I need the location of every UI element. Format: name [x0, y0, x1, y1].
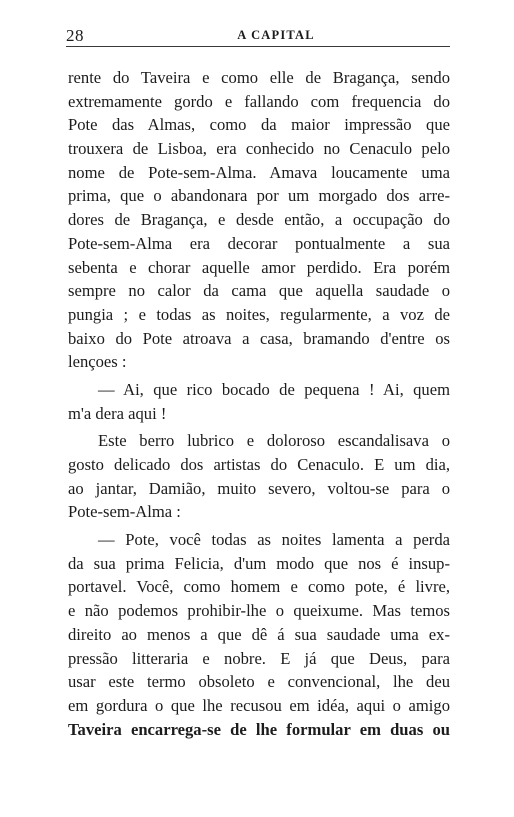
text-line: m'a dera aqui ! — [68, 403, 167, 423]
text-line: pressão litteraria e nobre. E já que Deus, para — [68, 648, 450, 668]
body-text — [68, 66, 450, 741]
text-line: direito ao menos a que dê á sua saudade uma ex- — [68, 624, 450, 644]
text-line: — Pote, você todas as noites lamenta a perda — [98, 530, 450, 550]
page-number: 28 — [66, 26, 84, 45]
text-line: rente do Taveira e como elle de Bragança, sendo — [68, 68, 450, 87]
text-line: trouxera de Lisboa, era conhecido no Cenaculo pelo — [68, 139, 450, 159]
page-header — [66, 24, 450, 47]
text-line: prima, que o abandonara por um morgado dos arre- — [68, 186, 450, 206]
text-line: dores de Bragança, e desde então, a occupação do — [68, 210, 450, 230]
text-line: sebenta e chorar aquelle amor perdido. Era porém — [68, 257, 450, 277]
text-line: extremamente gordo e fallando com frequencia do — [68, 91, 450, 111]
text-line: pungia ; e todas as noites, regularmente, a voz de — [68, 304, 450, 324]
text-line: — Ai, que rico bocado de pequena ! Ai, quem — [98, 379, 450, 399]
text-line: portavel. Você, como homem e como pote, é livre, — [68, 577, 450, 597]
text-line: nome de Pote-sem-Alma. Amava loucamente uma — [68, 162, 450, 182]
text-line: e não podemos prohibir-lhe o queixume. Mas temos — [68, 601, 450, 621]
text-line: da sua prima Felicia, d'um modo que nos é insup- — [68, 553, 450, 573]
text-line: gosto delicado dos artistas do Cenaculo. E um dia, — [68, 455, 450, 474]
text-line: Pote-sem-Alma era decorar pontualmente a sua — [68, 233, 450, 253]
text-line: lençoes : — [68, 352, 127, 372]
text-line: ao jantar, Damião, muito severo, voltou-se para o — [68, 478, 450, 498]
text-line: Este berro lubrico e doloroso escandalisava o — [98, 431, 450, 451]
text-line: baixo do Pote atroava a casa, bramando d'entre os — [68, 328, 450, 348]
text-line: Pote-sem-Alma : — [68, 502, 181, 522]
text-line: Pote das Almas, como da maior impressão que — [68, 115, 450, 135]
text-line: sempre no calor da cama que aquella saudade o — [68, 281, 450, 301]
text-line: usar este termo obsoleto e convencional, lhe deu — [68, 672, 450, 692]
running-title: A CAPITAL — [237, 28, 315, 42]
text-line: Taveira encarrega-se de lhe formular em duas ou — [68, 719, 450, 739]
text-line: em gordura o que lhe recusou em idéa, aqui o amigo — [68, 695, 450, 715]
